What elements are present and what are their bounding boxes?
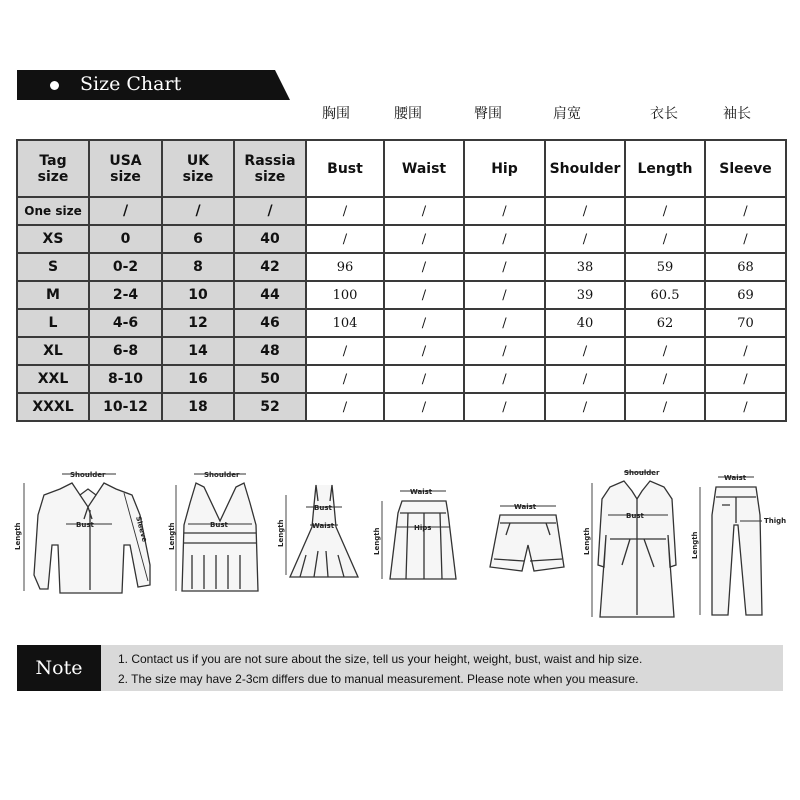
table-cell: / bbox=[306, 225, 384, 253]
table-cell: 38 bbox=[545, 253, 625, 281]
table-header-cell: Tag size bbox=[17, 140, 89, 197]
coat-length-label: Length bbox=[583, 527, 591, 555]
table-header-cell: USA size bbox=[89, 140, 162, 197]
table-header-cell: Length bbox=[625, 140, 705, 197]
table-cell: / bbox=[545, 337, 625, 365]
table-cell: / bbox=[625, 225, 705, 253]
table-cell: 100 bbox=[306, 281, 384, 309]
table-cell: 60.5 bbox=[625, 281, 705, 309]
table-cell: / bbox=[384, 197, 464, 225]
table-cell: M bbox=[17, 281, 89, 309]
pants-thigh-label: Thigh bbox=[764, 517, 787, 525]
table-cell: S bbox=[17, 253, 89, 281]
shirt-illustration bbox=[14, 471, 150, 593]
table-cell: / bbox=[306, 393, 384, 421]
table-cell: 52 bbox=[234, 393, 306, 421]
table-cell: 44 bbox=[234, 281, 306, 309]
table-cell: / bbox=[464, 337, 545, 365]
table-cell: / bbox=[545, 393, 625, 421]
table-cell: One size bbox=[17, 197, 89, 225]
table-cell: / bbox=[89, 197, 162, 225]
cn-header-sleeve: 袖长 bbox=[723, 106, 751, 122]
cn-header-bust: 胸围 bbox=[322, 106, 350, 122]
table-cell: 39 bbox=[545, 281, 625, 309]
table-header-cell: Hip bbox=[464, 140, 545, 197]
table-cell: 10-12 bbox=[89, 393, 162, 421]
note-line-2: 2. The size may have 2-3cm differs due to manual measurement. Please note when you measure. bbox=[118, 672, 639, 686]
table-cell: XL bbox=[17, 337, 89, 365]
table-cell: / bbox=[384, 253, 464, 281]
table-cell: / bbox=[384, 337, 464, 365]
bullet-icon bbox=[50, 81, 59, 90]
table-header-cell: Shoulder bbox=[545, 140, 625, 197]
table-cell: L bbox=[17, 309, 89, 337]
table-cell: 18 bbox=[162, 393, 234, 421]
note-label: Note bbox=[17, 645, 101, 691]
table-header-cell: Bust bbox=[306, 140, 384, 197]
table-cell: / bbox=[384, 365, 464, 393]
table-cell: / bbox=[464, 197, 545, 225]
shirt-sleeve-label: Sleeve bbox=[134, 515, 149, 543]
page-title: Size Chart bbox=[80, 73, 182, 95]
table-cell: 69 bbox=[705, 281, 786, 309]
vest-illustration bbox=[168, 471, 258, 591]
vest-length-label: Length bbox=[168, 522, 176, 550]
table-cell: XXXL bbox=[17, 393, 89, 421]
table-cell: 6-8 bbox=[89, 337, 162, 365]
dress-illustration bbox=[277, 485, 358, 577]
table-cell: / bbox=[384, 393, 464, 421]
table-cell: 8-10 bbox=[89, 365, 162, 393]
table-row bbox=[17, 365, 786, 393]
vest-shoulder-label: Shoulder bbox=[204, 471, 240, 479]
table-cell: 10 bbox=[162, 281, 234, 309]
table-cell: 40 bbox=[545, 309, 625, 337]
pants-length-label: Length bbox=[691, 531, 699, 559]
table-cell: / bbox=[625, 365, 705, 393]
table-cell: 40 bbox=[234, 225, 306, 253]
table-cell: / bbox=[464, 393, 545, 421]
table-cell: 68 bbox=[705, 253, 786, 281]
table-cell: / bbox=[545, 225, 625, 253]
table-cell: 0-2 bbox=[89, 253, 162, 281]
table-cell: 14 bbox=[162, 337, 234, 365]
table-header-cell: Rassia size bbox=[234, 140, 306, 197]
table-cell: 59 bbox=[625, 253, 705, 281]
table-row bbox=[17, 253, 786, 281]
table-header-cell: Sleeve bbox=[705, 140, 786, 197]
table-cell: / bbox=[306, 365, 384, 393]
cn-header-length: 衣长 bbox=[650, 106, 678, 122]
vest-bust-label: Bust bbox=[210, 521, 228, 529]
table-cell: / bbox=[705, 365, 786, 393]
shorts-illustration bbox=[490, 503, 564, 571]
shirt-bust-label: Bust bbox=[76, 521, 94, 529]
table-cell: / bbox=[464, 365, 545, 393]
table-cell: 104 bbox=[306, 309, 384, 337]
table-cell: / bbox=[234, 197, 306, 225]
table-cell: / bbox=[464, 309, 545, 337]
table-cell: / bbox=[625, 337, 705, 365]
table-cell: 70 bbox=[705, 309, 786, 337]
table-row bbox=[17, 197, 786, 225]
table-cell: / bbox=[306, 337, 384, 365]
shorts-waist-label: Waist bbox=[514, 503, 537, 511]
table-cell: 42 bbox=[234, 253, 306, 281]
table-cell: XXL bbox=[17, 365, 89, 393]
cn-header-waist: 腰围 bbox=[394, 106, 422, 122]
pants-illustration bbox=[691, 474, 786, 615]
table-cell: / bbox=[625, 393, 705, 421]
table-cell: / bbox=[464, 253, 545, 281]
table-header-row bbox=[17, 140, 786, 197]
note-line-1: 1. Contact us if you are not sure about the size, tell us your height, weight, bust, waist and hip size. bbox=[118, 652, 643, 666]
table-cell: 48 bbox=[234, 337, 306, 365]
table-cell: 50 bbox=[234, 365, 306, 393]
table-cell: / bbox=[464, 225, 545, 253]
table-cell: 16 bbox=[162, 365, 234, 393]
dress-bust-label: Bust bbox=[314, 504, 332, 512]
coat-illustration bbox=[583, 469, 676, 617]
table-cell: / bbox=[464, 281, 545, 309]
table-row bbox=[17, 309, 786, 337]
cn-header-shoulder: 肩宽 bbox=[553, 106, 581, 122]
dress-length-label: Length bbox=[277, 519, 285, 547]
table-cell: 4-6 bbox=[89, 309, 162, 337]
skirt-hips-label: Hips bbox=[414, 524, 432, 532]
coat-bust-label: Bust bbox=[626, 512, 644, 520]
skirt-illustration bbox=[373, 488, 456, 579]
table-cell: 46 bbox=[234, 309, 306, 337]
table-cell: 2-4 bbox=[89, 281, 162, 309]
table-cell: / bbox=[705, 197, 786, 225]
table-cell: / bbox=[384, 309, 464, 337]
table-header-cell: UK size bbox=[162, 140, 234, 197]
pants-waist-label: Waist bbox=[724, 474, 747, 482]
table-cell: / bbox=[162, 197, 234, 225]
shirt-shoulder-label: Shoulder bbox=[70, 471, 106, 479]
table-row bbox=[17, 337, 786, 365]
table-header-cell: Waist bbox=[384, 140, 464, 197]
dress-waist-label: Waist bbox=[312, 522, 335, 530]
table-row bbox=[17, 225, 786, 253]
shirt-length-label: Length bbox=[14, 522, 22, 550]
table-row bbox=[17, 281, 786, 309]
table-cell: XS bbox=[17, 225, 89, 253]
table-cell: 6 bbox=[162, 225, 234, 253]
garment-illustrations bbox=[0, 455, 800, 635]
coat-shoulder-label: Shoulder bbox=[624, 469, 660, 477]
table-cell: / bbox=[545, 197, 625, 225]
size-table bbox=[16, 139, 787, 422]
table-cell: 96 bbox=[306, 253, 384, 281]
table-row bbox=[17, 393, 786, 421]
skirt-waist-label: Waist bbox=[410, 488, 433, 496]
cn-header-hip: 臀围 bbox=[474, 106, 502, 122]
table-cell: / bbox=[384, 225, 464, 253]
table-cell: 62 bbox=[625, 309, 705, 337]
table-cell: / bbox=[625, 197, 705, 225]
table-cell: 0 bbox=[89, 225, 162, 253]
table-cell: / bbox=[545, 365, 625, 393]
table-cell: / bbox=[384, 281, 464, 309]
table-cell: / bbox=[705, 393, 786, 421]
skirt-length-label: Length bbox=[373, 527, 381, 555]
table-cell: / bbox=[705, 225, 786, 253]
table-cell: / bbox=[306, 197, 384, 225]
table-cell: 12 bbox=[162, 309, 234, 337]
table-cell: 8 bbox=[162, 253, 234, 281]
table-cell: / bbox=[705, 337, 786, 365]
